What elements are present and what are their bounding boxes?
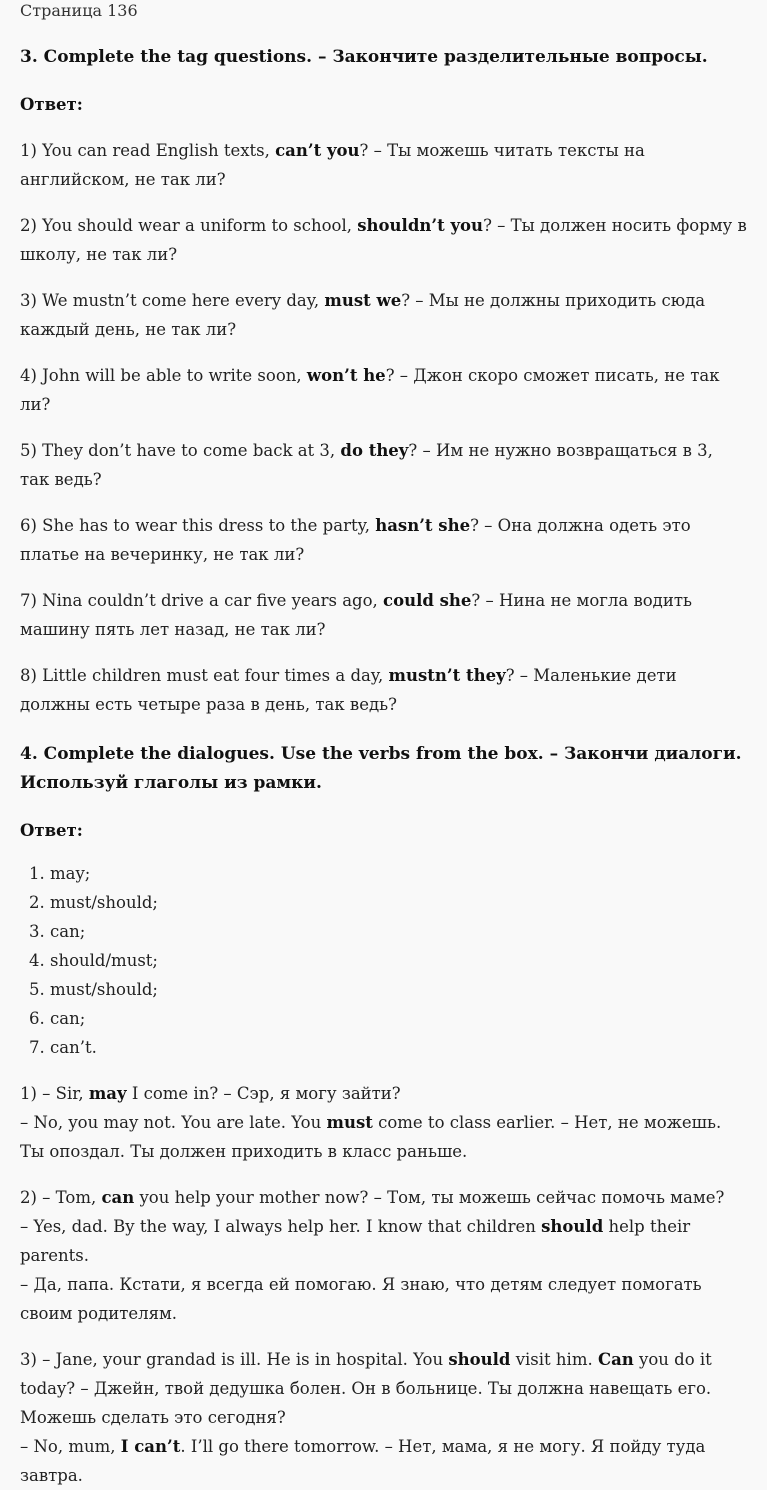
- item-answer: could she: [383, 591, 472, 610]
- item-answer: do they: [340, 441, 409, 460]
- item-translation: ? – Им не нужно возвращаться в 3, так ведь?: [20, 441, 713, 489]
- item-text: 1) You can read English texts,: [20, 141, 276, 160]
- item-text: 7) Nina couldn’t drive a car five years ago,: [20, 591, 384, 610]
- tag-question-item: [20, 136, 747, 194]
- tag-question-list: [20, 136, 747, 719]
- dialogue-text: . I’ll go there tomorrow. – Нет, мама, я не могу. Я пойду туда завтра.: [20, 1437, 706, 1485]
- item-translation: ? – Маленькие дети должны есть четыре раза в день, так ведь?: [20, 666, 677, 714]
- dialogue: [20, 1079, 747, 1166]
- item-answer: can’t you: [275, 141, 360, 160]
- item-answer: must we: [324, 291, 402, 310]
- verb-answer-list: [20, 859, 747, 1062]
- dialogue-text: 3) – Jane, your grandad is ill. He is in hospital. You: [20, 1350, 449, 1369]
- item-translation: ? – Ты должен носить форму в школу, не так ли?: [20, 216, 747, 264]
- item-answer: shouldn’t you: [357, 216, 484, 235]
- tag-question-item: [20, 361, 747, 419]
- dialogue-text: you help your mother now? – Том, ты можешь сейчас помочь маме?: [134, 1188, 725, 1207]
- item-translation: ? – Мы не должны приходить сюда каждый день, не так ли?: [20, 291, 706, 339]
- item-text: 2) You should wear a uniform to school,: [20, 216, 358, 235]
- item-text: 6) She has to wear this dress to the party,: [20, 516, 376, 535]
- list-item: 3. can;: [50, 917, 747, 946]
- dialogue-text: 1) – Sir,: [20, 1084, 89, 1103]
- item-translation: ? – Джон скоро сможет писать, не так ли?: [20, 366, 720, 414]
- dialogue: [20, 1345, 747, 1490]
- tag-question-item: [20, 286, 747, 344]
- dialogue-text: I come in? – Сэр, я могу зайти?: [126, 1084, 401, 1103]
- dialogue-list: [20, 1079, 747, 1490]
- dialogue-text: 2) – Tom,: [20, 1188, 102, 1207]
- tag-question-item: [20, 211, 747, 269]
- dialogue-text: you do it today? – Джейн, твой дедушка болен. Он в больнице. Ты должна навещать его. Можешь сделать это сегодня?: [20, 1350, 712, 1427]
- dialogue-text: visit him.: [510, 1350, 598, 1369]
- dialogue-text: – Yes, dad. By the way, I always help her. I know that children: [20, 1217, 542, 1236]
- item-answer: won’t he: [306, 366, 386, 385]
- item-text: 4) John will be able to write soon,: [20, 366, 307, 385]
- item-text: 5) They don’t have to come back at 3,: [20, 441, 341, 460]
- list-item: 5. must/should;: [50, 975, 747, 1004]
- dialogue-text: – No, mum,: [20, 1437, 121, 1456]
- list-item: 1. may;: [50, 859, 747, 888]
- list-item: 7. can’t.: [50, 1033, 747, 1062]
- list-item: 4. should/must;: [50, 946, 747, 975]
- tag-question-item: [20, 511, 747, 569]
- item-text: 8) Little children must eat four times a day,: [20, 666, 389, 685]
- item-translation: ? – Нина не могла водить машину пять лет назад, не так ли?: [20, 591, 692, 639]
- dialogue-answer: can: [101, 1188, 135, 1207]
- dialogue-answer: should: [448, 1350, 511, 1369]
- tag-question-item: [20, 586, 747, 644]
- dialogue-answer: Can: [597, 1350, 634, 1369]
- tag-question-item: [20, 436, 747, 494]
- dialogue: [20, 1183, 747, 1328]
- item-text: 3) We mustn’t come here every day,: [20, 291, 325, 310]
- page-label: Страница 136: [20, 1, 138, 20]
- item-translation: ? – Она должна одеть это платье на вечеринку, не так ли?: [20, 516, 691, 564]
- list-item: 6. can;: [50, 1004, 747, 1033]
- dialogue-answer: should: [541, 1217, 604, 1236]
- item-translation: ? – Ты можешь читать тексты на английском, не так ли?: [20, 141, 645, 189]
- tag-question-item: [20, 661, 747, 719]
- item-answer: mustn’t they: [388, 666, 506, 685]
- section-4-answer-label: Ответ:: [20, 821, 83, 840]
- list-item: 2. must/should;: [50, 888, 747, 917]
- item-answer: hasn’t she: [375, 516, 471, 535]
- dialogue-text: come to class earlier. – Нет, не можешь. Ты опоздал. Ты должен приходить в класс раньше.: [20, 1113, 722, 1161]
- dialogue-text: help their parents.: [20, 1217, 691, 1265]
- dialogue-answer: I can’t: [120, 1437, 181, 1456]
- dialogue-answer: may: [88, 1084, 127, 1103]
- dialogue-answer: must: [326, 1113, 373, 1132]
- dialogue-text: – Да, папа. Кстати, я всегда ей помогаю. Я знаю, что детям следует помогать своим родителям.: [20, 1275, 702, 1323]
- section-3-answer-label: Ответ:: [20, 95, 83, 114]
- dialogue-text: – No, you may not. You are late. You: [20, 1113, 327, 1132]
- section-4-title: 4. Complete the dialogues. Use the verbs from the box. – Закончи диалоги. Используй глаголы из рамки.: [20, 744, 742, 793]
- section-3-title: 3. Complete the tag questions. – Закончите разделительные вопросы.: [20, 47, 708, 67]
